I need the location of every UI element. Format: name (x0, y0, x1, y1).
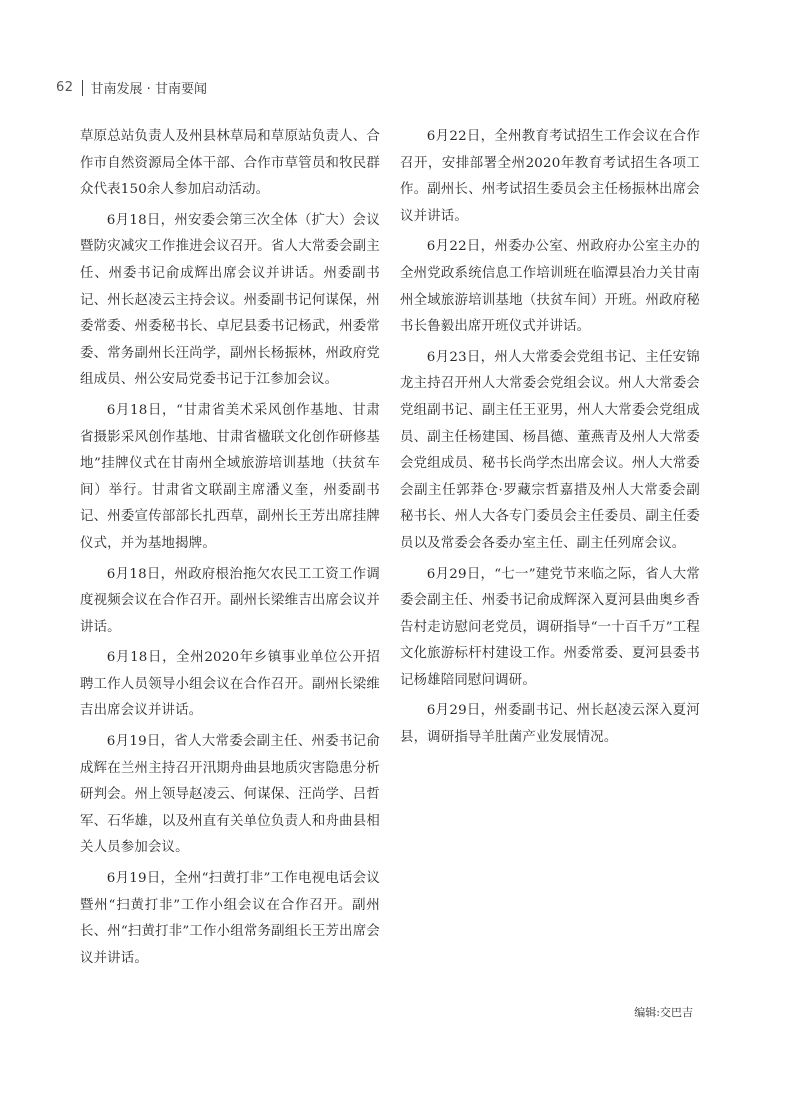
paragraph: 6月19日，全州“扫黄打非”工作电视电话会议暨州“扫黄打非”工作小组会议在合作召开。副州长、州“扫黄打非”工作小组常务副组长王芳出席会议并讲话。 (80, 871, 380, 966)
paragraph: 6月18日，全州2020年乡镇事业单位公开招聘工作人员领导小组会议在合作召开。副州长梁维吉出席会议并讲话。 (80, 650, 380, 719)
paragraph: 6月23日，州人大常委会党组书记、主任安锦龙主持召开州人大常委会党组会议。州人大常委会党组副书记、副主任王亚男，州人大常委会党组成员、副主任杨建国、杨昌德、董燕青及州人大常委会党组成员、秘书长尚学杰出席会议。州人大常委会副主任郭莽仓·罗藏宗哲嘉措及州人大常委会副秘书长、州人大各专门委员会主任委员、副主任委员以及常委会各委办室主任、副主任列席会议。 (400, 349, 700, 551)
paragraph: 6月22日，全州教育考试招生工作会议在合作召开，安排部署全州2020年教育考试招生各项工作。副州长、州考试招生委员会主任杨振林出席会议并讲话。 (400, 129, 700, 224)
paragraph: 6月18日，州安委会第三次全体（扩大）会议暨防灾减灾工作推进会议召开。省人大常委会副主任、州委书记俞成辉出席会议并讲话。州委副书记、州长赵凌云主持会议。州委副书记何谋保，州委常委、州委秘书长、卓尼县委书记杨武，州委常委、常务副州长汪尚学，副州长杨振林，州政府党组成员、州公安局党委书记于江参加会议。 (80, 212, 380, 388)
paragraph: 6月29日，州委副书记、州长赵凌云深入夏河县，调研指导羊肚菌产业发展情况。 (400, 703, 700, 746)
header-divider (82, 80, 83, 96)
paragraph: 6月18日，州政府根治拖欠农民工工资工作调度视频会议在合作召开。副州长梁维吉出席会议并讲话。 (80, 566, 380, 635)
section-title: 甘南发展 · 甘南要闻 (90, 82, 207, 97)
paragraph: 6月19日，省人大常委会副主任、州委书记俞成辉在兰州主持召开汛期舟曲县地质灾害隐患分析研判会。州上领导赵凌云、何谋保、汪尚学、吕哲军、石华雄，以及州直有关单位负责人和舟曲县相关人员参加会议。 (80, 734, 380, 856)
editor-credit: 编辑:交巴吉 (634, 1006, 693, 1019)
paragraph: 6月22日，州委办公室、州政府办公室主办的全州党政系统信息工作培训班在临潭县冶力关甘南州全域旅游培训基地（扶贫车间）开班。州政府秘书长鲁毅出席开班仪式并讲话。 (400, 239, 700, 335)
page-header (56, 78, 207, 97)
paragraph: 6月29日，“七一”建党节来临之际，省人大常委会副主任、州委书记俞成辉深入夏河县曲奥乡香告村走访慰问老党员，调研指导“一十百千万”工程文化旅游标杆村建设工作。州委常委、夏河县委书记杨雄陪同慰问调研。 (400, 566, 700, 688)
left-column (80, 124, 380, 976)
page-number: 62 (56, 80, 74, 95)
paragraph: 草原总站负责人及州县林草局和草原站负责人、合作市自然资源局全体干部、合作市草管员和牧民群众代表150余人参加启动活动。 (80, 129, 380, 198)
right-column (400, 124, 700, 756)
paragraph: 6月18日，“甘肃省美术采风创作基地、甘肃省摄影采风创作基地、甘肃省楹联文化创作研修基地”挂牌仪式在甘南州全域旅游培训基地（扶贫车间）举行。甘肃省文联副主席潘义奎，州委副书记、州委宣传部部长扎西草，副州长王芳出席挂牌仪式，并为基地揭牌。 (80, 402, 380, 551)
